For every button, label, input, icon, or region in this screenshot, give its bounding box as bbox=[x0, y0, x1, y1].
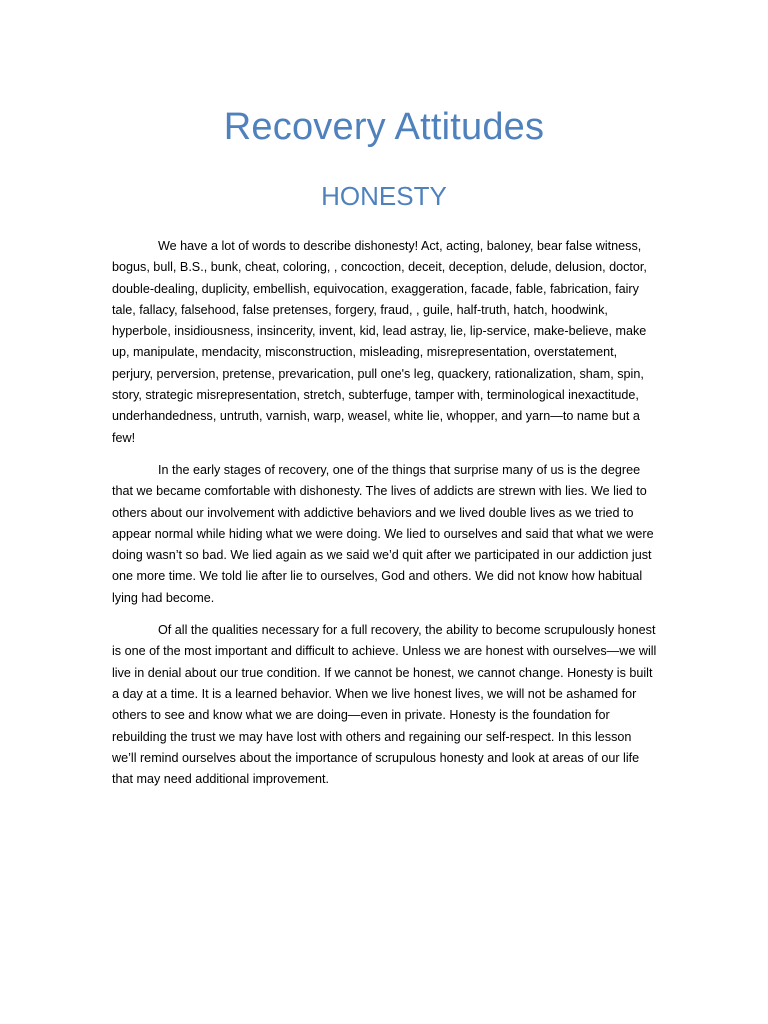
paragraph: In the early stages of recovery, one of the things that surprise many of us is the degree that we became comfortable with dishonesty. The lives of addicts are strewn with lies. We lied to others about our involvement with addictive behaviors and we lived double lives as we tried to appear normal while hiding what we were doing. We lied to ourselves and said that what we were doing wasn’t so bad. We lied again as we said we’d quit after we participated in our addiction just one more time. We told lie after lie to ourselves, God and others. We did not know how habitual lying had become. bbox=[112, 462, 654, 605]
paragraph: We have a lot of words to describe dishonesty! Act, acting, baloney, bear false witness, bogus, bull, B.S., bunk, cheat, coloring, , concoction, deceit, deception, delude, delusion, doctor, double-dealing, duplicity, embellish, equivocation, exaggeration, facade, fable, fabrication, fairy tale, fallacy, falsehood, false pretenses, forgery, fraud, , guile, half-truth, hatch, hoodwink, hyperbole, insidiousness, insincerity, invent, kid, lead astray, lie, lip-service, make-believe, make up, manipulate, mendacity, misconstruction, misleading, misrepresentation, overstatement, perjury, perversion, pretense, prevarication, pull one's leg, quackery, rationalization, sham, spin, story, strategic misrepresentation, stretch, subterfuge, tamper with, terminological inexactitude, underhandedness, untruth, varnish, warp, weasel, white lie, whopper, and yarn—to name but a few! bbox=[112, 239, 647, 445]
document-body bbox=[112, 236, 657, 801]
paragraph: Of all the qualities necessary for a full recovery, the ability to become scrupulously honest is one of the most important and difficult to achieve. Unless we are honest with ourselves—we will live in denial about our true condition. If we cannot be honest, we cannot change. Honesty is built a day at a time. It is a learned behavior. When we live honest lives, we will not be ashamed for others to see and know what we are doing—even in private. Honesty is the foundation for rebuilding the trust we may have lost with others and regaining our self-respect. In this lesson we’ll remind ourselves about the importance of scrupulous honesty and look at areas of our life that may need additional improvement. bbox=[112, 623, 657, 787]
document-title: Recovery Attitudes bbox=[223, 106, 545, 148]
document-subtitle: HONESTY bbox=[321, 181, 447, 211]
